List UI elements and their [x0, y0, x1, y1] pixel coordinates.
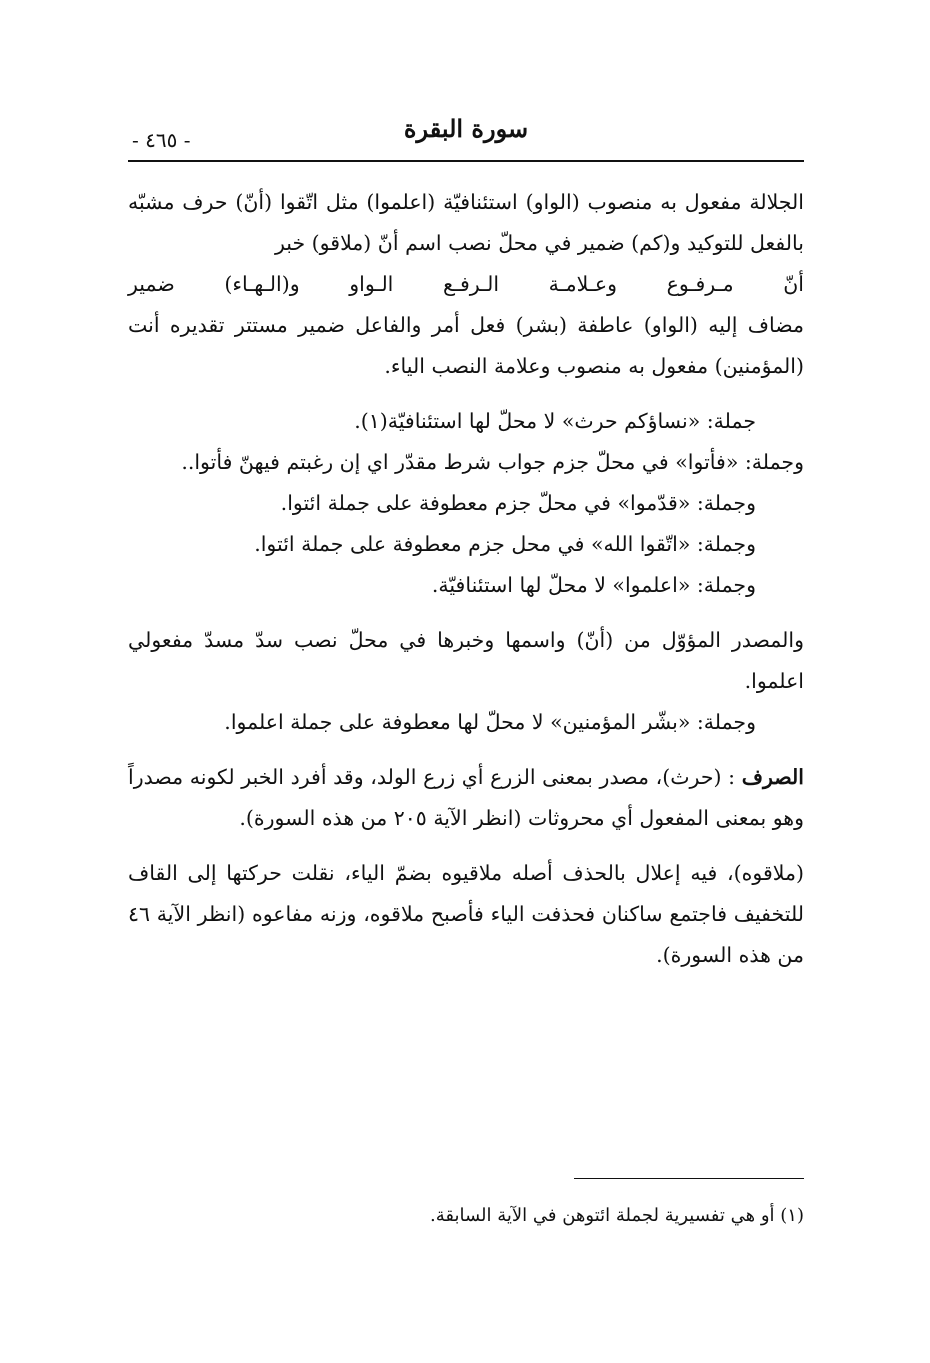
body-text	[128, 182, 804, 990]
page-header	[128, 108, 804, 158]
paragraph-3: مضاف إليه (الواو) عاطفة (بشر) فعل أمر والفاعل ضمير مستتر تقديره أنت (المؤمنين) مفعول به منصوب وعلامة النصب الياء.	[128, 313, 804, 378]
page-title: سورة البقرة	[403, 114, 529, 143]
page-number: - ٤٦٥ -	[132, 128, 191, 152]
header-rule	[128, 160, 804, 162]
sarf-heading: الصرف	[741, 765, 804, 789]
sentence-4: وجملة: «اتّقوا الله» في محل جزم معطوفة على جملة ائتوا.	[254, 532, 756, 556]
masdar-paragraph: والمصدر المؤوّل من (أنّ) واسمها وخبرها في محلّ نصب سدّ مسدّ مفعولي اعلموا.	[128, 628, 804, 693]
mulaqoh-paragraph: (ملاقوه)، فيه إعلال بالحذف أصله ملاقيوه بضمّ الياء، نقلت حركتها إلى القاف للتخفيف فاجتمع ساكنان فحذفت الياء فأصبح ملاقوه، وزنه مفاعوه (انظر الآية ٤٦ من هذه السورة).	[128, 861, 804, 967]
paragraph-1: الجلالة مفعول به منصوب (الواو) استئنافيّة (اعلموا) مثل اتّقوا (أنّ) حرف مشبّه بالفعل للتوكيد و(كم) ضمير في محلّ نصب اسم أنّ (ملاقو) خبر	[128, 190, 804, 255]
bashshir-sentence: وجملة: «بشّر المؤمنين» لا محلّ لها معطوفة على جملة اعلموا.	[224, 710, 756, 734]
sarf-text: : (حرث)، مصدر بمعنى الزرع أي زرع الولد، وقد أفرد الخبر لكونه مصدراً وهو بمعنى المفعول أي محروثات (انظر الآية ٢٠٥ من هذه السورة).	[128, 765, 804, 830]
footnote: (١) أو هي تفسيرية لجملة ائتوهن في الآية السابقة.	[430, 1205, 804, 1226]
sentence-5: وجملة: «اعلموا» لا محلّ لها استئنافيّة.	[431, 573, 756, 597]
sentence-1: جملة: «نساؤكم حرث» لا محلّ لها استئنافيّة(١).	[354, 409, 756, 433]
footnote-rule	[574, 1178, 804, 1179]
paragraph-2: أنّ مـرفـوع وعـلامـة الـرفـع الـواو و(الـهـاء) ضمير	[128, 272, 804, 296]
sarf-paragraph	[128, 757, 804, 839]
sentence-2: وجملة: «فأتوا» في محلّ جزم جواب شرط مقدّر اي إن رغبتم فيهنّ فأتوا..	[181, 450, 804, 474]
sentence-3: وجملة: «قدّموا» في محلّ جزم معطوفة على جملة ائتوا.	[280, 491, 756, 515]
